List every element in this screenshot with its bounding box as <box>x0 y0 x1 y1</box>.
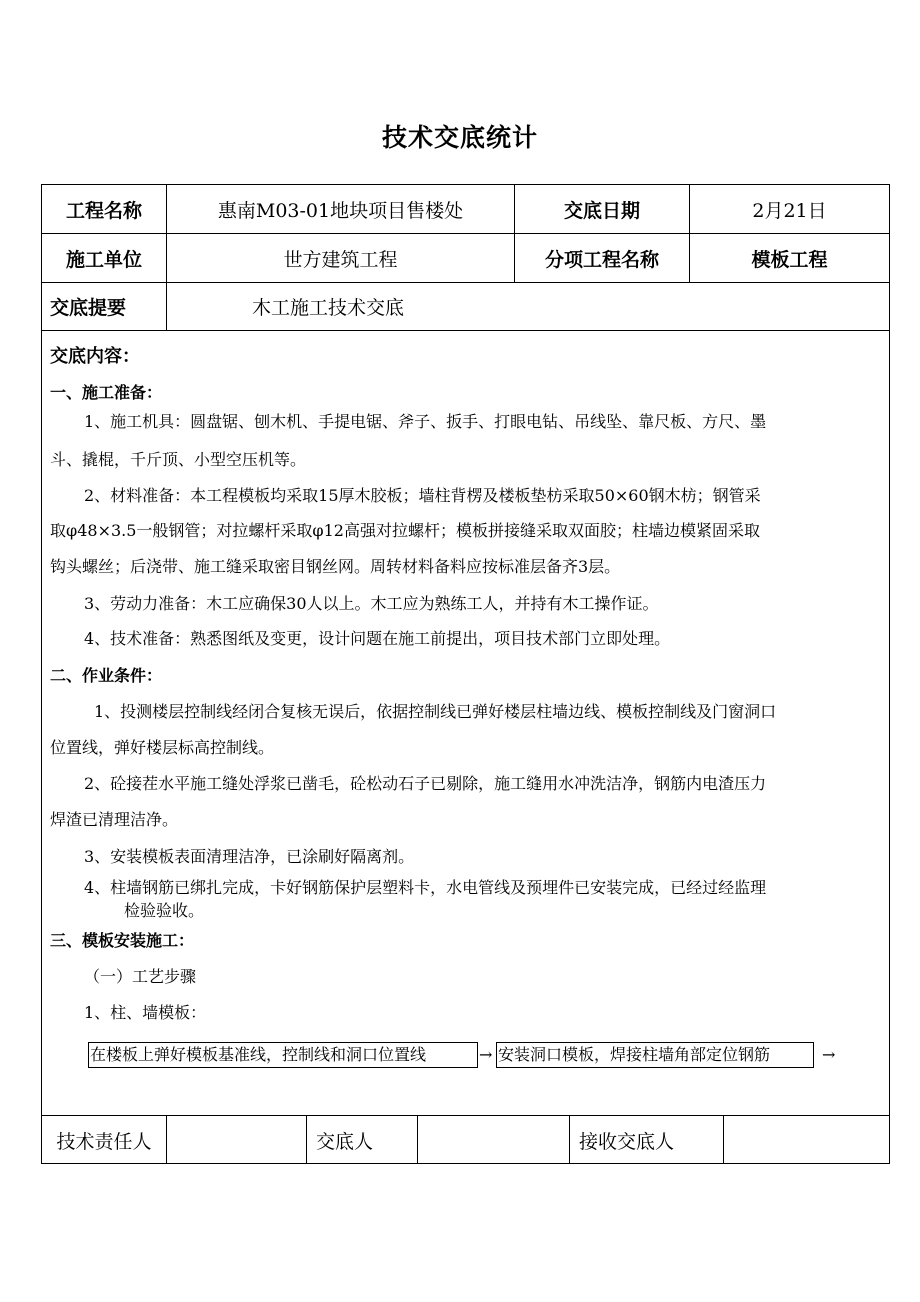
tech-responsible-value <box>167 1116 306 1164</box>
discloser-value <box>418 1116 569 1164</box>
s2-item4-line1: 4、柱墙钢筋已绑扎完成，卡好钢筋保护层塑料卡，水电管线及预埋件已安装完成，已经过经监理 <box>84 878 767 897</box>
tech-responsible-label: 技术责任人 <box>56 1130 152 1153</box>
flow-arrow-2: → <box>822 1045 836 1064</box>
s1-item3: 3、劳动力准备：木工应确保30人以上。木工应为熟练工人，并持有木工操作证。 <box>84 594 659 613</box>
s2-item2-line2: 焊渣已清理洁净。 <box>50 810 179 829</box>
s1-item1-line1: 1、施工机具：圆盘锯、刨木机、手提电锯、斧子、扳手、打眼电钻、吊线坠、靠尺板、方尺、墨 <box>84 412 767 431</box>
content-heading: 交底内容： <box>50 346 140 367</box>
construction-unit-label: 施工单位 <box>65 248 142 271</box>
section1-title: 一、施工准备： <box>50 383 163 402</box>
s2-item1-line2: 位置线，弹好楼层标高控制线。 <box>50 738 275 757</box>
section2-title: 二、作业条件： <box>50 666 163 685</box>
receiver-value <box>724 1116 889 1164</box>
s2-item3: 3、安装模板表面清理洁净，已涂刷好隔离剂。 <box>84 847 415 866</box>
document-title: 技术交底统计 <box>381 123 538 152</box>
s2-item4-line2: 检验验收。 <box>124 901 205 920</box>
subproject-label: 分项工程名称 <box>544 248 659 271</box>
date-label: 交底日期 <box>563 199 640 222</box>
s1-item2-line3: 钩头螺丝；后浇带、施工缝采取密目钢丝网。周转材料备料应按标准层备齐3层。 <box>50 557 621 576</box>
subproject-value: 模板工程 <box>751 248 828 271</box>
s3-subtitle: （一）工艺步骤 <box>84 967 197 986</box>
s2-item2-line1: 2、砼接茬水平施工缝处浮浆已凿毛，砼松动石子已剔除，施工缝用水冲洗洁净，钢筋内电渣压力 <box>84 774 767 793</box>
row-divider-3 <box>41 330 890 331</box>
s3-item1: 1、柱、墙模板： <box>84 1003 207 1022</box>
flow-step-2: 安装洞口模板，焊接柱墙角部定位钢筋 <box>496 1042 814 1068</box>
project-name-value: 惠南M03-01地块项目售楼处 <box>217 199 464 222</box>
construction-unit-value: 世方建筑工程 <box>283 248 398 271</box>
receiver-label: 接收交底人 <box>579 1130 675 1153</box>
project-name-label: 工程名称 <box>65 199 142 222</box>
discloser-label: 交底人 <box>316 1130 374 1153</box>
flow-arrow-1: → <box>479 1045 493 1064</box>
flow-step-1: 在楼板上弹好模板基准线，控制线和洞口位置线 <box>88 1042 478 1068</box>
summary-value: 木工施工技术交底 <box>252 297 405 319</box>
s1-item1-line2: 斗、撬棍，千斤顶、小型空压机等。 <box>50 450 307 469</box>
s1-item4: 4、技术准备：熟悉图纸及变更，设计问题在施工前提出，项目技术部门立即处理。 <box>84 629 671 648</box>
date-value: 2月21日 <box>752 199 827 222</box>
s2-item1-line1: 1、投测楼层控制线经闭合复核无误后，依据控制线已弹好楼层柱墙边线、模板控制线及门窗洞口 <box>94 702 777 721</box>
summary-label: 交底提要 <box>50 297 127 319</box>
section3-title: 三、模板安装施工： <box>50 931 195 950</box>
s1-item2-line2: 取φ48×3.5一般钢管；对拉螺杆采取φ12高强对拉螺杆；模板拼接缝采取双面胶；柱墙边模紧固采取 <box>50 521 760 540</box>
s1-item2-line1: 2、材料准备：本工程模板均采取15厚木胶板；墙柱背楞及楼板垫枋采取50×60钢木枋；钢管采 <box>84 486 761 505</box>
